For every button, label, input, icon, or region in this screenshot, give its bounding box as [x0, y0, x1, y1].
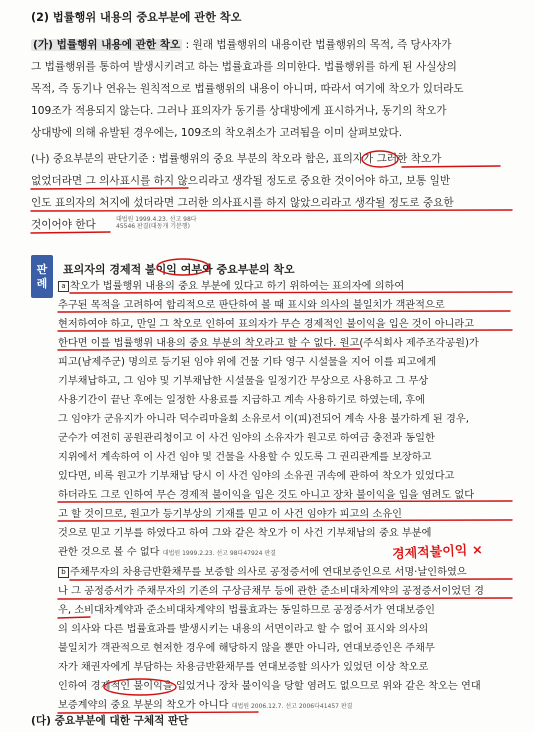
na-line-1: (나) 중요부분의 판단기준 : 법률행위의 중요 부분의 착오라 함은, 표의자가 그러한 착오가	[31, 153, 442, 165]
case-1-citation: 대법원 1999.2.23. 선고 98다47924 판결	[162, 550, 276, 557]
case-line-4: 한다면 이를 법률행위 내용의 중요 부분의 착오라고 할 수 없다. 원고(주식회사 제주조각공원)가	[58, 338, 479, 349]
case-line-23-text: 보증계약의 중요 부분의 착오가 아니다	[58, 700, 229, 711]
case-line-16: 주채무자의 차용금반환채무를 보증할 의사로 공정증서에 연대보증인으로 서명·날인하였으	[70, 567, 467, 578]
case-line-5: 피고(남제주군) 명의로 등기된 임야 위에 건물 기타 영구 시설물을 지어 이를 피고에게	[58, 357, 437, 368]
case-line-9: 군수가 여전히 공원관리청이고 이 사건 임야의 소유자가 원고로 하여금 충전과 동일한	[58, 433, 435, 444]
case-line-1: 착오가 법률행위 내용의 중요 부분에 있다고 하기 위하여는 표의자에 의하여	[70, 281, 405, 292]
case-line-22: 인하여 경제적인 불이익을 입었거나 장차 불이익을 당할 염려도 없으므로 위와 같은 착오는 연대	[58, 681, 481, 692]
case-2-citation: 대법원 2006.12.7. 선고 2006다41457 판결	[231, 703, 353, 710]
na-line-4-text: 것이어야 한다	[31, 219, 96, 231]
ga-line-4: 109조가 적용되지 않는다. 그러나 표의자가 동기를 상대방에게 표시하거나, 동기의 착오가	[31, 105, 447, 117]
case-line-6: 기부채납하고, 그 임야 및 기부채납한 시설물을 일정기간 무상으로 사용하고 그 무상	[58, 376, 429, 387]
na-line-3: 인도 표의자의 처지에 섰더라면 그러한 의사표시를 하지 않았으리라고 생각될 정도로 중요한	[31, 197, 454, 209]
ga-label: (가) 법률행위 내용에 관한 착오	[33, 39, 181, 51]
na-line-2: 없었더라면 그 의사표시를 하지 않으리라고 생각될 정도로 중요한 것이어야 하고, 보통 일반	[31, 175, 451, 187]
da-title: (다) 중요부분에 대한 구체적 판단	[31, 715, 189, 727]
ga-line-3: 목적, 즉 동기나 연유는 원칙적으로 법률행위의 내용이 아니며, 따라서 여기에 착오가 있더라도	[31, 83, 464, 95]
case-line-13: 고 할 것이므로, 원고가 등기부상의 기재를 믿고 이 사건 임야가 피고의 소유인	[58, 509, 402, 520]
handwritten-note: 경제적불이익 ×	[391, 542, 484, 563]
case-line-8: 그 임야가 군유지가 아니라 덕수리마을회 소유로서 이(피)전되어 계속 사용 불가하게 된 경우,	[58, 414, 469, 425]
sidebar-char-2: 례	[36, 276, 48, 290]
ga-line-1-rest: : 원래 법률행위의 내용이란 법률행위의 목적, 즉 당사자가	[182, 39, 452, 51]
case-1-marker: a	[58, 281, 69, 292]
na-line-4	[31, 219, 96, 232]
case-line-2: 추구된 목적을 고려하여 합리적으로 판단하여 볼 때 표시와 의사의 불일치가 객관적으로	[58, 300, 445, 311]
case-line-11: 있다면, 비록 원고가 기부채납 당시 이 사건 임야의 소유권 귀속에 관하여 착오가 있었다고	[58, 471, 455, 482]
case-line-15-text: 관한 것으로 볼 수 없다	[58, 547, 160, 558]
case-line-14: 것으로 믿고 기부를 하였다고 하여 그와 같은 착오가 이 사건 기부채납의 중요 부분에	[58, 528, 432, 539]
ga-line-2: 그 법률행위를 통하여 발생시키려고 하는 법률효과를 의미한다. 법률행위를 하게 된 사실상의	[31, 61, 457, 73]
case-box-sidebar	[31, 255, 53, 298]
case-line-15	[58, 546, 276, 560]
case-line-12: 하더라도 그로 인하여 무슨 경제적 불이익을 입은 것도 아니고 장차 불이익을 입을 염려도 없다	[58, 490, 475, 501]
ga-line-5: 상대방에 의해 유발된 경우에는, 109조의 착오취소가 고려됨을 이미 살펴보았다.	[31, 127, 403, 139]
case-line-20: 불일치가 객관적으로 현저한 경우에 해당하지 않을 뿐만 아니라, 연대보증인은 주채무	[58, 643, 435, 654]
case-line-19: 의 의사와 다른 법률효과를 발생시키는 내용의 서면이라고 할 수 없어 표시와 의사의	[58, 624, 429, 635]
case-line-3: 현저하여야 하고, 만일 그 착오로 인하여 표의자가 무슨 경제적인 불이익을 입은 것이 아니라고	[58, 319, 475, 330]
case-box-topic: 표의자의 경제적 불이익 여부와 중요부분의 착오	[63, 263, 295, 276]
case-2-marker: b	[58, 567, 69, 578]
case-line-7: 사용기간이 끝난 후에는 일정한 사용료를 지급하고 계속 사용하기로 하였는데, 후에	[58, 395, 425, 406]
sidebar-char-1: 판	[36, 262, 48, 276]
case-line-18: 우, 소비대차계약과 준소비대차계약의 법률효과는 동일하므로 공정증서가 연대보증인	[58, 605, 435, 616]
case-line-21: 자가 채권자에게 부담하는 차용금반환채무를 연대보증할 의사가 있었던 이상 착오로	[58, 662, 429, 673]
section-2-title: (2) 법률행위 내용의 중요부분에 관한 착오	[31, 11, 242, 24]
case-line-10: 지위에서 계속하여 이 사건 임야 및 건물을 사용할 수 있도록 그 권리관계를 보장하고	[58, 452, 432, 463]
case-line-23	[58, 699, 352, 713]
case-line-17: 나 그 공정증서가 주채무자의 기존의 구상금채무 등에 관한 준소비대차계약의 공정증서이었던 경	[58, 586, 485, 597]
na-citation: 대법원 1999.4.23. 선고 98다45546 판결(대동개 기분행)	[116, 216, 197, 230]
ga-line-1	[31, 39, 452, 52]
